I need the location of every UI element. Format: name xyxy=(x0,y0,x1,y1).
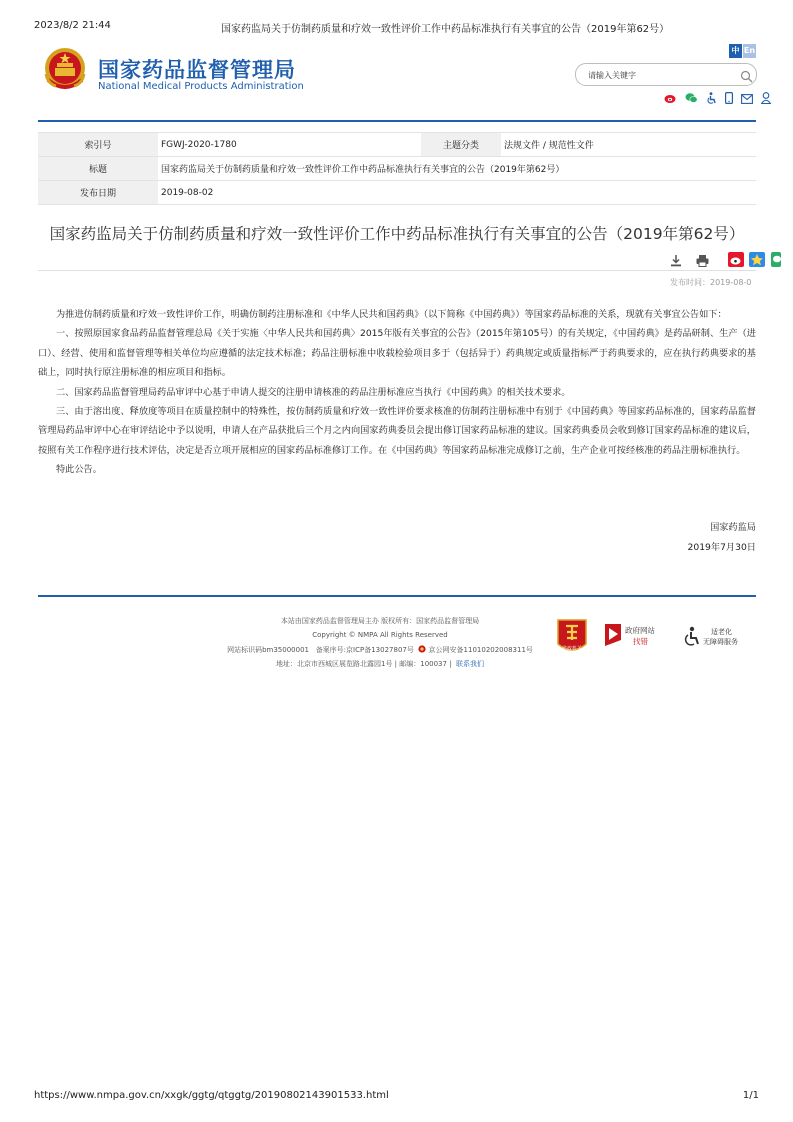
header-icon-row xyxy=(664,89,774,101)
gov-site-error-badge[interactable] xyxy=(603,622,665,648)
meta-title-label: 标题 xyxy=(38,157,158,181)
publish-time: 发布时间：2019-08-0 xyxy=(670,278,752,287)
article-paragraph: 二、国家药品监督管理局药品审评中心基于申请人提交的注册申请核准的药品注册标准应当执行《中国药典》的相关技术要求。 xyxy=(56,386,571,398)
contact-link[interactable]: 联系我们 xyxy=(456,660,485,668)
site-name-cn[interactable]: 国家药品监督管理局 xyxy=(98,58,296,82)
header-divider xyxy=(38,120,756,122)
footer-address: 地址：北京市西城区展览路北露园1号 | 邮编：100037 | xyxy=(275,660,452,668)
signer: 国家药监局 xyxy=(710,522,756,533)
gov-badge-top: 政府网站 xyxy=(625,626,655,635)
wechat-icon[interactable] xyxy=(685,89,698,108)
meta-date-label: 发布日期 xyxy=(38,181,158,205)
print-icon[interactable] xyxy=(696,252,709,271)
mail-icon[interactable] xyxy=(741,89,753,108)
party-gov-badge[interactable] xyxy=(556,618,588,656)
meta-title-value: 国家药监局关于仿制药质量和疗效一致性评价工作中药品标准执行有关事宜的公告（2019年第62号） xyxy=(158,157,756,181)
share-wechat-icon[interactable] xyxy=(771,252,781,271)
footer-sponsor: 本站由国家药品监督管理局主办 版权所有：国家药品监督管理局 xyxy=(280,617,480,625)
meta-category-value: 法规文件 / 规范性文件 xyxy=(501,133,756,157)
sign-date: 2019年7月30日 xyxy=(687,542,756,553)
national-emblem-icon xyxy=(42,46,88,94)
print-datetime: 2023/8/2 21:44 xyxy=(34,20,111,31)
footer-divider xyxy=(38,595,756,597)
meta-row xyxy=(38,157,756,181)
mobile-icon[interactable] xyxy=(725,89,733,108)
lang-en-button[interactable]: En xyxy=(743,44,756,58)
meta-index-value: FGWJ-2020-1780 xyxy=(158,133,421,157)
user-icon[interactable] xyxy=(761,89,771,108)
elderly-accessibility-badge[interactable] xyxy=(683,625,753,647)
meta-index-label: 索引号 xyxy=(38,133,158,157)
print-url: https://www.nmpa.gov.cn/xxgk/ggtg/qtggtg/20190802143901533.html xyxy=(34,1090,389,1101)
print-title: 国家药监局关于仿制药质量和疗效一致性评价工作中药品标准执行有关事宜的公告（2019年第62号） xyxy=(221,24,670,35)
lang-zh-button[interactable]: 中 xyxy=(729,44,742,58)
site-name-en[interactable]: National Medical Products Administration xyxy=(98,81,304,92)
search-icon[interactable] xyxy=(740,68,753,87)
document-meta-table xyxy=(38,132,756,205)
search-box xyxy=(575,63,757,86)
article-paragraph: 三、由于溶出度、释放度等项目在质量控制中的特殊性，按仿制药质量和疗效一致性评价要求核准的仿制药注册标准中有别于《中国药典》等国家药品标准的，国家药品监督管理局药品审评中心在审评结论中予以说明，申请人在产品获批后三个月之内向国家药典委员会提出修订国家药品标准的建议。国家药典委员会收到修订国家药品标准的建议后，按照有关工作程序进行技术评估，决定是否立项开展相应的国家药品标准修订工作。在《中国药典》等国家药品标准完成修订之前，生产企业可按经核准的药品注册标准执行。 xyxy=(38,406,756,456)
meta-row xyxy=(38,133,756,157)
article-body xyxy=(38,305,756,480)
share-weibo-icon[interactable] xyxy=(728,252,744,271)
footer-police[interactable]: 京公网安备11010202008311号 xyxy=(428,646,533,654)
footer-icp[interactable]: 备案序号:京ICP备13027807号 xyxy=(315,646,414,654)
search-input[interactable] xyxy=(586,67,730,83)
article-tools xyxy=(670,252,781,271)
print-header xyxy=(34,20,759,34)
acc-badge-top: 适老化 xyxy=(711,628,732,636)
police-badge-icon xyxy=(418,646,426,654)
article-paragraph: 特此公告。 xyxy=(56,464,102,476)
footer-registration xyxy=(210,645,550,655)
acc-badge-bottom: 无障碍服务 xyxy=(703,638,738,646)
article-paragraph: 一、按照原国家食品药品监督管理总局《关于实施〈中华人民共和国药典〉2015年版有关事宜的公告》（2015年第105号）的有关规定，《中国药典》是药品研制、生产（进口）、经营、使用和监督管理等相关单位均应遵循的法定技术标准；药品注册标准中收载检验项目多于（包括异于）药典规定或质量指标严于药典要求的，应在执行药典要求的基础上，同时执行原注册标准的相应项目和指标。 xyxy=(38,328,756,379)
footer-copyright: Copyright © NMPA All Rights Reserved xyxy=(312,631,448,639)
gov-badge-bottom: 找错 xyxy=(633,637,648,646)
weibo-icon[interactable] xyxy=(664,89,677,108)
article-paragraph: 为推进仿制药质量和疗效一致性评价工作，明确仿制药注册标准和《中华人民共和国药典》（以下简称《中国药典》）等国家药品标准的关系，现就有关事宜公告如下： xyxy=(56,309,727,320)
print-page-number: 1/1 xyxy=(742,1090,759,1101)
footer-address-row xyxy=(210,659,550,669)
meta-category-label: 主题分类 xyxy=(421,133,501,157)
meta-row xyxy=(38,181,756,205)
accessibility-icon[interactable] xyxy=(706,89,717,108)
print-footer xyxy=(34,1090,759,1104)
title-divider xyxy=(38,270,756,271)
party-badge-text: 党政机关 xyxy=(561,646,583,652)
meta-date-value: 2019-08-02 xyxy=(158,181,756,205)
footer-site-id: 网站标识码bm35000001 xyxy=(227,646,309,654)
share-qzone-icon[interactable] xyxy=(749,252,765,271)
article-title: 国家药监局关于仿制药质量和疗效一致性评价工作中药品标准执行有关事宜的公告（2019年第62号） xyxy=(49,225,745,243)
download-icon[interactable] xyxy=(670,252,682,271)
